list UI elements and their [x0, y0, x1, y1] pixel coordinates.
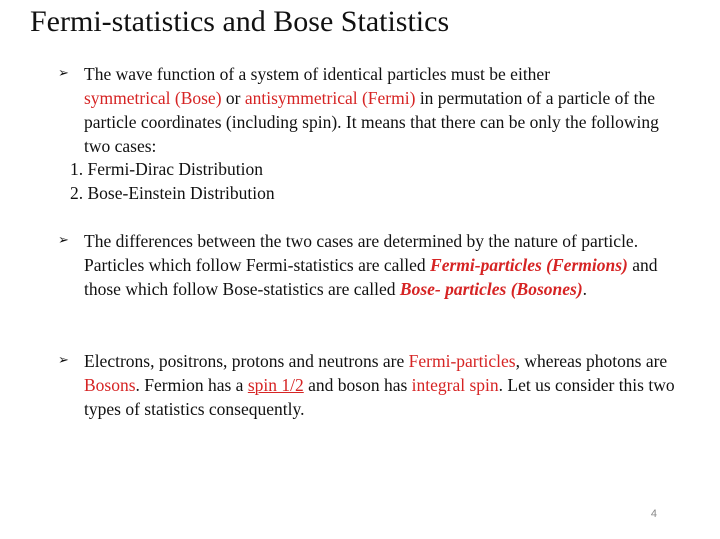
para2-text-1: The differences between the two cases are determined by the nature of particle. Particles which follow Fermi-statistics are called — [84, 231, 639, 275]
para3-highlight-bosons: Bosons — [84, 375, 136, 395]
arrow-bullet-icon: ➢ — [58, 353, 69, 368]
para3-highlight-integral-spin: integral spin — [411, 375, 499, 395]
list-item-fermi-dirac: 1. Fermi-Dirac Distribution — [70, 159, 263, 179]
para2-highlight-bosones: Bose- particles (Bosones) — [399, 279, 583, 299]
list-item-bose-einstein: 2. Bose-Einstein Distribution — [70, 183, 275, 203]
bullet-paragraph-2 — [58, 229, 678, 301]
para1-text-1: The wave function of a system of identical particles must be either — [84, 64, 551, 84]
para2-text-3: . — [582, 279, 588, 299]
para3-text-1: Electrons, positrons, protons and neutrons are — [84, 351, 409, 371]
arrow-bullet-icon: ➢ — [58, 66, 69, 81]
para3-text-4: and boson has — [303, 375, 412, 395]
para2-highlight-fermions: Fermi-particles (Fermions) — [430, 255, 628, 275]
para1-text-2: or — [221, 88, 245, 108]
para1-highlight-antisymmetrical: antisymmetrical (Fermi) — [244, 88, 416, 108]
para3-text-5: . Let us consider this two types of statistics consequently. — [84, 375, 675, 419]
para3-text-2: , whereas photons are — [515, 351, 668, 371]
para3-highlight-spin-half: spin 1/2 — [247, 375, 304, 395]
para3-text-3: . Fermion has a — [135, 375, 248, 395]
bullet-paragraph-1 — [58, 62, 678, 158]
bullet-paragraph-3 — [58, 349, 678, 421]
page-number: 4 — [650, 508, 657, 520]
slide-title: Fermi-statistics and Bose Statistics — [30, 5, 450, 38]
para1-highlight-symmetrical: symmetrical (Bose) — [84, 88, 222, 108]
arrow-bullet-icon: ➢ — [58, 233, 69, 248]
para3-highlight-fermi-particles: Fermi-particles — [408, 351, 516, 371]
para1-text-3: in permutation of a particle of the particle coordinates (including spin). It means that there can be only the following two cases: — [84, 88, 659, 156]
para2-text-2: and those which follow Bose-statistics are called — [84, 255, 658, 299]
